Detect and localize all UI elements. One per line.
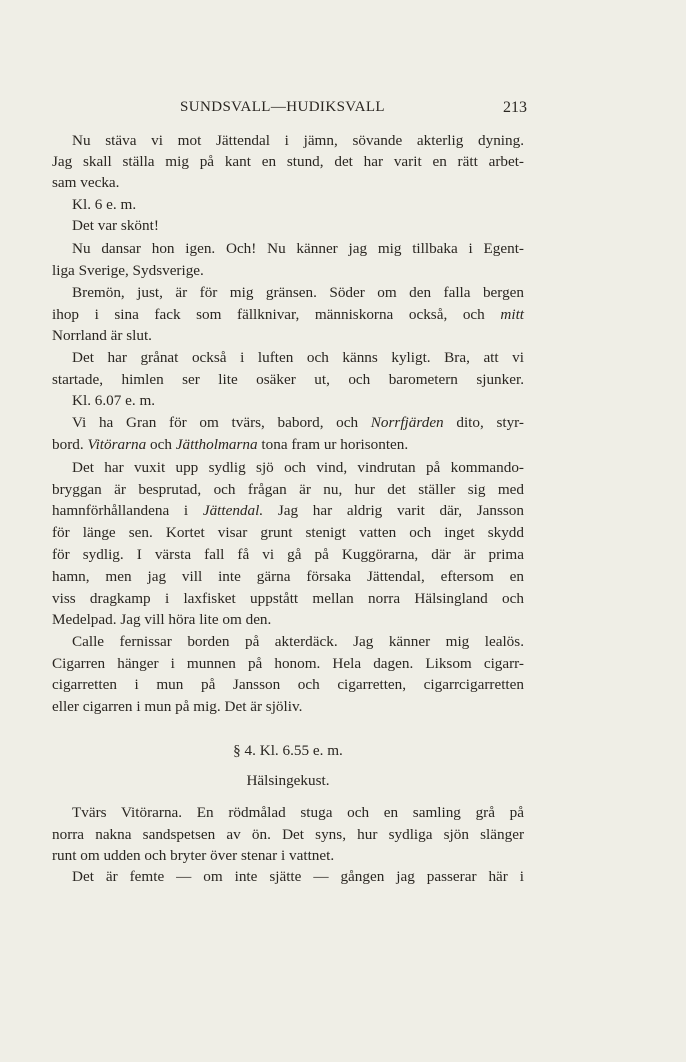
text-line: norra nakna sandspetsen av ön. Det syns, hur sydliga sjön slänger — [52, 826, 524, 843]
text-line: ihop i sina fack som fällknivar, människorna också, och mitt — [52, 306, 525, 323]
running-head: SUNDSVALL—HUDIKSVALL — [180, 99, 385, 115]
text-line: Kl. 6 e. m. — [72, 196, 137, 213]
text-line: bryggan är besprutad, och frågan är nu, hur det ställer sig med — [52, 481, 524, 498]
text-line: startade, himlen ser lite osäker ut, och barometern sjunker. — [52, 371, 524, 388]
text-line: sam vecka. — [52, 174, 120, 191]
section-marker: § 4. Kl. 6.55 e. m. — [233, 742, 343, 759]
text-line: Kl. 6.07 e. m. — [72, 392, 156, 409]
text-line: viss dragkamp i laxfisket uppstått mellan norra Hälsingland och — [52, 590, 524, 607]
text-line: Det är femte — om inte sjätte — gången jag passerar här i — [72, 868, 524, 885]
italic-word: mitt — [500, 306, 525, 323]
text-line: Det har grånat också i luften och känns kyligt. Bra, att vi — [72, 349, 524, 366]
text-line: liga Sverige, Sydsverige. — [52, 262, 204, 279]
text-line: Det var skönt! — [72, 217, 159, 234]
text-line: cigarretten i mun på Jansson och cigarretten, cigarrcigarretten — [52, 676, 524, 693]
text-line: Vi ha Gran för om tvärs, babord, och Norrfjärden dito, styr- — [72, 414, 524, 431]
text-line: eller cigarren i mun på mig. Det är sjöliv. — [52, 698, 303, 715]
italic-word: Vitörarna — [87, 436, 147, 453]
text-line: hamnförhållandena i Jättendal. Jag har aldrig varit där, Jansson — [52, 502, 524, 519]
italic-word: Jättholmarna — [175, 436, 258, 453]
text-line: Nu stäva vi mot Jättendal i jämn, sövande akterlig dyning. — [72, 132, 524, 149]
text-line: för länge sen. Kortet visar grunt stenigt vatten och inget skydd — [52, 524, 524, 541]
text-line: hamn, men jag vill inte gärna försaka Jättendal, eftersom en — [52, 568, 524, 585]
text-line: Bremön, just, är för mig gränsen. Söder om den falla bergen — [72, 284, 524, 301]
text-line: för sydlig. I värsta fall få vi gå på Kuggörarna, där är prima — [52, 546, 524, 563]
page-header — [52, 99, 527, 123]
italic-word: Jättendal. — [202, 502, 264, 519]
text-line: Nu dansar hon igen. Och! Nu känner jag mig tillbaka i Egent- — [72, 240, 524, 257]
text-line: Tvärs Vitörarna. En rödmålad stuga och en samling grå på — [72, 804, 524, 821]
text-line: Medelpad. Jag vill höra lite om den. — [52, 611, 272, 628]
text-line: runt om udden och bryter över stenar i vattnet. — [52, 847, 335, 864]
italic-word: Norrfjärden — [370, 414, 444, 431]
text-line: Norrland är slut. — [52, 327, 152, 344]
text-line: Calle fernissar borden på akterdäck. Jag känner mig lealös. — [72, 633, 524, 650]
text-line: Det har vuxit upp sydlig sjö och vind, vindrutan på kommando- — [72, 459, 524, 476]
text-line: bord. Vitörarna och Jättholmarna tona fram ur horisonten. — [52, 436, 409, 453]
page-number: 213 — [503, 99, 527, 116]
section-title: Hälsingekust. — [246, 772, 330, 789]
text-line: Jag skall ställa mig på kant en stund, det har varit en rätt arbet- — [52, 153, 524, 170]
text-line: Cigarren hänger i munnen på honom. Hela dagen. Liksom cigarr- — [52, 655, 524, 672]
